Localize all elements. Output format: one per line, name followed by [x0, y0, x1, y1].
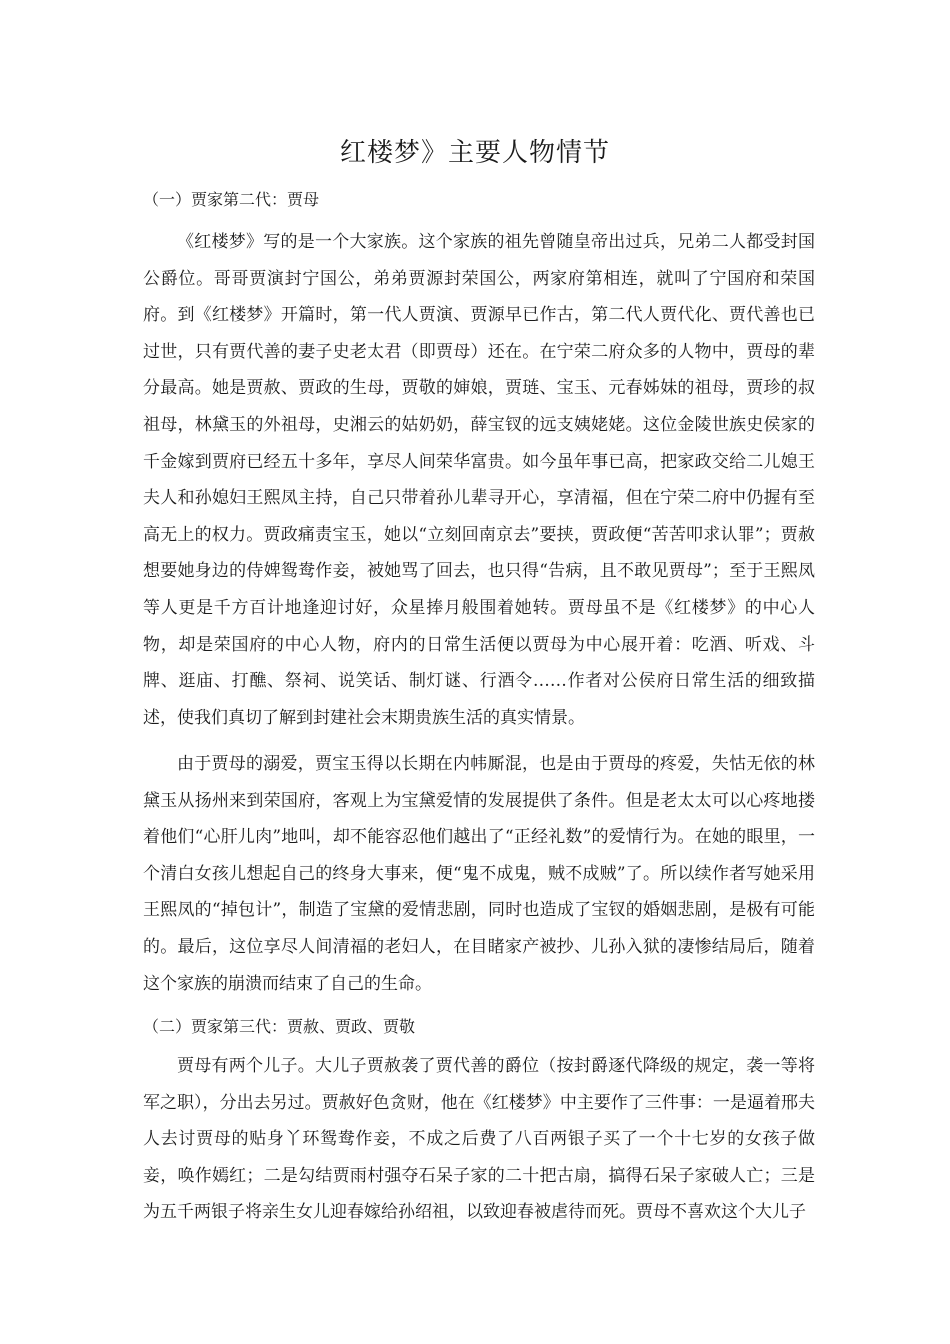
- section-heading-third-generation: （二）贾家第三代：贾赦、贾政、贾敬: [143, 1017, 416, 1036]
- document-title: 红楼梦》主要人物情节: [339, 138, 610, 168]
- paragraph-grandmother-intro: 《红楼梦》写的是一个大家族。这个家族的祖先曾随皇帝出过兵，兄弟二人都受封国公爵位。哥哥贾演封宁国公，弟弟贾源封荣国公，两家府第相连，就叫了宁国府和荣国府。到《红楼梦》开篇时，第一代人贾演、贾源早已作古，第二代人贾代化、贾代善也已过世，只有贾代善的妻子史老太君（即贾母）还在。在宁荣二府众多的人物中，贾母的辈分最高。她是贾赦、贾政的生母，贾敬的婶娘，贾琏、宝玉、元春姊妹的祖母，贾珍的叔祖母，林黛玉的外祖母，史湘云的姑奶奶，薛宝钗的远支姨姥姥。这位金陵世族史侯家的千金嫁到贾府已经五十多年，享尽人间荣华富贵。如今虽年事已高，把家政交给二儿媳王夫人和孙媳妇王熙凤主持，自己只带着孙儿辈寻开心，享清福，但在宁荣二府中仍握有至高无上的权力。贾政痛责宝玉，她以“立刻回南京去”要挟，贾政便“苦苦叩求认罪”；贾赦想要她身边的侍婢鸳鸯作妾，被她骂了回去，也只得“告病，且不敢见贾母”；至于王熙凤等人更是千方百计地逢迎讨好，众星捧月般围着她转。贾母虽不是《红楼梦》的中心人物，却是荣国府的中心人物，府内的日常生活便以贾母为中心展开着：吃酒、听戏、斗牌、逛庙、打醮、祭祠、说笑话、制灯谜、行酒令……作者对公侯府日常生活的细致描述，使我们真切了解到封建社会末期贵族生活的真实情景。: [143, 232, 815, 728]
- paragraph-jia-she: 贾母有两个儿子。大儿子贾赦袭了贾代善的爵位（按封爵逐代降级的规定，袭一等将军之职），分出去另过。贾赦好色贪财，他在《红楼梦》中主要作了三件事：一是逼着邢夫人去讨贾母的贴身丫环鸳鸯作妾，不成之后费了八百两银子买了一个十七岁的女孩子做妾，唤作嫣红；二是勾结贾雨村强夺石呆子家的二十把古扇，搞得石呆子家破人亡；三是为五千两银子将亲生女儿迎春嫁给孙绍祖，以致迎春被虐待而死。贾母不喜欢这个大儿子: [143, 1056, 815, 1223]
- paragraph-grandmother-fate: 由于贾母的溺爱，贾宝玉得以长期在内帏厮混，也是由于贾母的疼爱，失怙无依的林黛玉从扬州来到荣国府，客观上为宝黛爱情的发展提供了条件。但是老太太可以心疼地搂着他们“心肝儿肉”地叫，却不能容忍他们越出了“正经礼数”的爱情行为。在她的眼里，一个清白女孩儿想起自己的终身大事来，便“鬼不成鬼，贼不成贼”了。所以续作者写她采用王熙凤的“掉包计”，制造了宝黛的爱情悲剧，同时也造成了宝钗的婚姻悲剧，是极有可能的。最后，这位享尽人间清福的老妇人，在目睹家产被抄、儿孙入狱的凄惨结局后，随着这个家族的崩溃而结束了自己的生命。: [143, 754, 815, 994]
- section-heading-grandmother: （一）贾家第二代：贾母: [143, 190, 320, 209]
